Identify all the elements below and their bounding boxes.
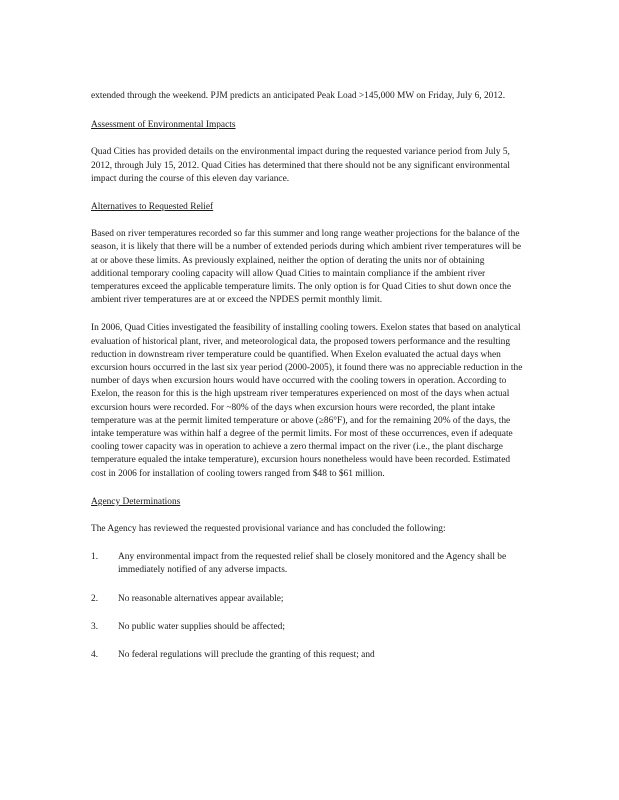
list-item — [91, 621, 523, 634]
determinations-list — [91, 551, 523, 662]
alternatives-paragraph-2: In 2006, Quad Cities investigated the feasibility of installing cooling towers. Exelon states that based on analytical evaluation of historical plant, river, and meteorological data, the proposed towers performance and the resulting reduction in downstream river temperature could be quantified. When Exelon evaluated the actual days when excursion hours occurred in the last six year period (2000-2005), it found there was no appreciable reduction in the number of days when excursion hours would have occurred with the cooling towers in operation. According to Exelon, the reason for this is the high upstream river temperatures experienced on most of the days when actual excursion hours were recorded. For ~80% of the days when excursion hours were recorded, the plant intake temperature was at the permit limited temperature or above (≥86°F), and for the remaining 20% of the days, the intake temperature was within half a degree of the permit limits. For most of these occurrences, even if adequate cooling tower capacity was in operation to achieve a zero thermal impact on the river (i.e., the plant discharge temperature equaled the intake temperature), excursion hours nonetheless would have been recorded. Estimated cost in 2006 for installation of cooling towers ranged from $48 to $61 million. — [91, 323, 523, 479]
list-item-number: 2. — [91, 593, 99, 604]
determinations-intro: The Agency has reviewed the requested provisional variance and has concluded the following: — [91, 524, 446, 535]
continuation-paragraph: extended through the weekend. PJM predicts an anticipated Peak Load >145,000 MW on Friday, July 6, 2012. — [91, 91, 506, 101]
assessment-paragraph: Quad Cities has provided details on the environmental impact during the requested variance period from July 5, 2012, through July 15, 2012. Quad Cities has determined that there should not be any significant environmental impact during the course of this eleven day variance. — [91, 147, 510, 184]
assessment-heading: Assessment of Environmental Impacts — [91, 120, 236, 131]
list-item-number: 1. — [91, 552, 99, 563]
list-item-text: No reasonable alternatives appear available; — [118, 593, 284, 604]
document-body — [91, 90, 523, 677]
list-item-text: No federal regulations will preclude the granting of this request; and — [118, 650, 375, 661]
list-item-text: No public water supplies should be affected; — [118, 621, 285, 632]
alternatives-paragraph-1: Based on river temperatures recorded so far this summer and long range weather projections for the balance of the season, it is likely that there will be a number of extended periods during which ambient river temperatures will be at or above these limits. As previously explained, neither the option of derating the units nor of obtaining additional temporary cooling capacity will allow Quad Cities to maintain compliance if the ambient river temperatures exceed the applicable temperature limits. The only option is for Quad Cities to shut down once the ambient river temperatures are at or exceed the NPDES permit monthly limit. — [91, 229, 522, 306]
list-item — [91, 551, 523, 577]
list-item — [91, 649, 523, 662]
list-item — [91, 593, 523, 606]
list-item-text: Any environmental impact from the requested relief shall be closely monitored and the Agency shall be immediately notified of any adverse impacts. — [118, 552, 507, 576]
alternatives-heading: Alternatives to Requested Relief — [91, 202, 214, 213]
determinations-heading: Agency Determinations — [91, 496, 181, 507]
list-item-number: 3. — [91, 621, 99, 632]
list-item-number: 4. — [91, 650, 99, 661]
